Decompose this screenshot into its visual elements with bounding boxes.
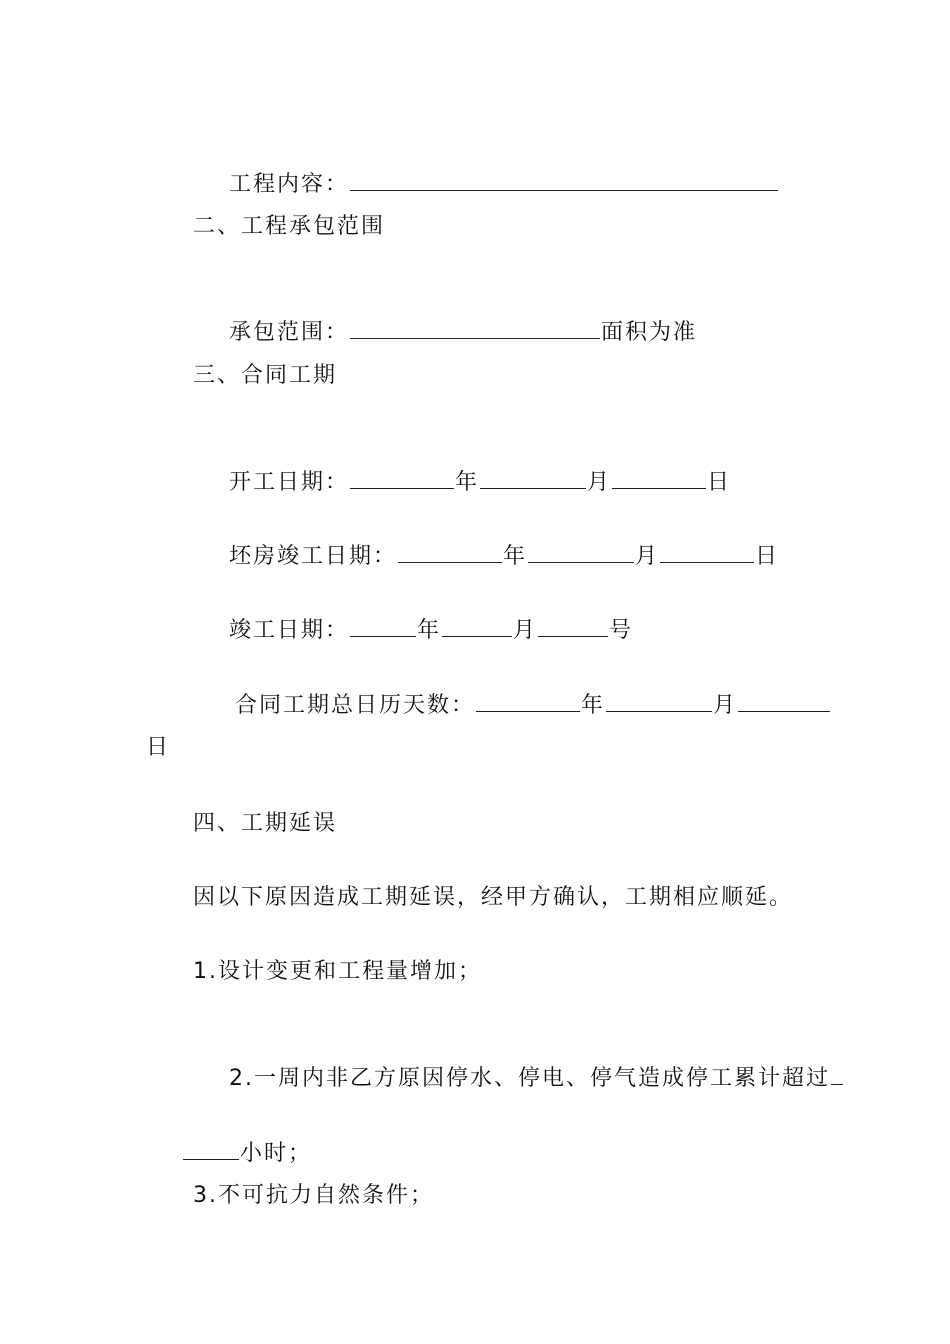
completion-month-blank[interactable] bbox=[442, 614, 512, 637]
scope-blank[interactable] bbox=[350, 316, 600, 339]
delay-item-1: 1.设计变更和工程量增加； bbox=[193, 959, 482, 984]
total-month-blank[interactable] bbox=[606, 689, 712, 712]
delay-item-3: 3.不可抗力自然条件； bbox=[193, 1183, 434, 1208]
total-month-unit: 月 bbox=[713, 693, 738, 718]
completion-date-label: 竣工日期： bbox=[228, 618, 349, 643]
total-days-label: 合同工期总日历天数： bbox=[234, 693, 475, 718]
section-3-heading: 三、合同工期 bbox=[193, 363, 338, 388]
delay-item-2-text: 2.一周内非乙方原因停水、停电、停气造成停工累计超过 bbox=[228, 1066, 830, 1091]
section-2-heading: 二、工程承包范围 bbox=[193, 214, 386, 239]
start-day-blank[interactable] bbox=[612, 466, 706, 489]
shell-year-unit: 年 bbox=[503, 544, 528, 569]
shell-month-blank[interactable] bbox=[528, 540, 634, 563]
shell-day-unit: 日 bbox=[755, 544, 780, 569]
start-day-unit: 日 bbox=[707, 470, 732, 495]
shell-year-blank[interactable] bbox=[398, 540, 502, 563]
total-days-line bbox=[199, 659, 831, 751]
start-year-blank[interactable] bbox=[350, 466, 454, 489]
completion-day-unit: 号 bbox=[609, 618, 634, 643]
total-year-unit: 年 bbox=[581, 693, 606, 718]
start-month-unit: 月 bbox=[587, 470, 612, 495]
total-day-blank[interactable] bbox=[738, 689, 830, 712]
total-days-wrap: 日 bbox=[146, 735, 171, 760]
project-content-blank[interactable] bbox=[350, 168, 778, 191]
start-year-unit: 年 bbox=[455, 470, 480, 495]
shell-month-unit: 月 bbox=[635, 544, 660, 569]
delay-hours-suffix: 小时； bbox=[239, 1141, 312, 1166]
start-month-blank[interactable] bbox=[480, 466, 586, 489]
delay-hours-blank-b[interactable] bbox=[183, 1137, 239, 1160]
completion-year-unit: 年 bbox=[417, 618, 442, 643]
delay-intro: 因以下原因造成工期延误，经甲方确认，工期相应顺延。 bbox=[193, 885, 794, 910]
project-content-label: 工程内容： bbox=[228, 172, 349, 197]
shell-day-blank[interactable] bbox=[660, 540, 754, 563]
completion-year-blank[interactable] bbox=[350, 614, 416, 637]
total-year-blank[interactable] bbox=[476, 689, 580, 712]
scope-suffix: 面积为准 bbox=[601, 320, 698, 345]
completion-day-blank[interactable] bbox=[538, 614, 608, 637]
start-date-label: 开工日期： bbox=[228, 470, 349, 495]
completion-month-unit: 月 bbox=[513, 618, 538, 643]
scope-label: 承包范围： bbox=[228, 320, 349, 345]
section-4-heading: 四、工期延误 bbox=[193, 811, 338, 836]
delay-hours-blank-a[interactable] bbox=[831, 1062, 843, 1085]
shell-completion-label: 坯房竣工日期： bbox=[228, 544, 397, 569]
